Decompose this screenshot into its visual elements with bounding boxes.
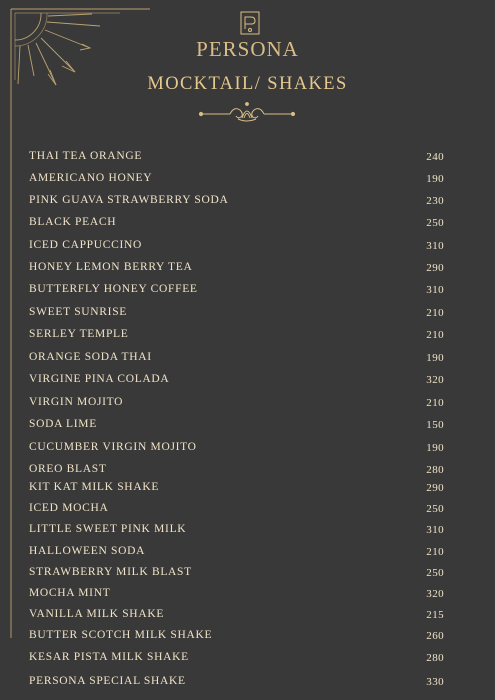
menu-item-name: OREO BLAST <box>29 463 107 475</box>
menu-item-name: LITTLE SWEET PINK MILK <box>29 523 187 535</box>
menu-item-price: 320 <box>426 588 444 600</box>
menu-item-price: 310 <box>426 284 444 296</box>
menu-item-price: 330 <box>426 676 444 688</box>
menu-item <box>29 351 444 367</box>
menu-item <box>29 194 444 210</box>
menu-item <box>29 261 444 277</box>
menu-item <box>29 283 444 299</box>
menu-item-name: ICED CAPPUCCINO <box>29 239 143 251</box>
menu-item-price: 250 <box>426 503 444 515</box>
menu-item <box>29 629 444 645</box>
menu-item-price: 210 <box>426 329 444 341</box>
menu-item-name: PINK GUAVA STRAWBERRY SODA <box>29 194 229 206</box>
menu-item-name: CUCUMBER VIRGIN MOJITO <box>29 441 197 453</box>
menu-item-price: 280 <box>426 464 444 476</box>
menu-item-price: 190 <box>426 442 444 454</box>
section-title: MOCKTAIL/ SHAKES <box>147 74 348 94</box>
menu-item-price: 150 <box>426 419 444 431</box>
menu-item <box>29 216 444 232</box>
menu-item-name: KESAR PISTA MILK SHAKE <box>29 651 189 663</box>
menu-item <box>29 608 444 624</box>
menu-item-name: MOCHA MINT <box>29 587 111 599</box>
menu-item-name: BUTTERFLY HONEY COFFEE <box>29 283 198 295</box>
menu-item-name: SERLEY TEMPLE <box>29 328 129 340</box>
menu-item-price: 210 <box>426 307 444 319</box>
menu-item <box>29 441 444 457</box>
menu-item-price: 310 <box>426 524 444 536</box>
menu-item-name: VANILLA MILK SHAKE <box>29 608 165 620</box>
menu-item-name: SWEET SUNRISE <box>29 306 128 318</box>
menu-item-price: 215 <box>426 609 444 621</box>
menu-item-price: 210 <box>426 397 444 409</box>
menu-item-price: 290 <box>426 262 444 274</box>
menu-item-name: ORANGE SODA THAI <box>29 351 152 363</box>
menu-item <box>29 172 444 188</box>
menu-item <box>29 306 444 322</box>
menu-item-name: VIRGIN MOJITO <box>29 396 124 408</box>
menu-item-name: VIRGINE PINA COLADA <box>29 373 170 385</box>
menu-item <box>29 150 444 166</box>
menu-item-name: SODA LIME <box>29 418 97 430</box>
menu-item-price: 260 <box>426 630 444 642</box>
menu-item-price: 230 <box>426 195 444 207</box>
menu-item <box>29 328 444 344</box>
menu-item <box>29 463 444 479</box>
menu-item <box>29 373 444 389</box>
menu-item-name: AMERICANO HONEY <box>29 172 153 184</box>
menu-item-price: 290 <box>426 482 444 494</box>
menu-item <box>29 675 444 691</box>
menu-item-price: 310 <box>426 240 444 252</box>
menu-item-name: HONEY LEMON BERRY TEA <box>29 261 193 273</box>
menu-item-name: KIT KAT MILK SHAKE <box>29 481 160 493</box>
menu-item-price: 210 <box>426 546 444 558</box>
menu-item <box>29 239 444 255</box>
menu-item-name: ICED MOCHA <box>29 502 109 514</box>
menu-item <box>29 651 444 667</box>
menu-item-price: 240 <box>426 151 444 163</box>
menu-item-name: BLACK PEACH <box>29 216 117 228</box>
menu-item-name: THAI TEA ORANGE <box>29 150 143 162</box>
menu-item-price: 250 <box>426 567 444 579</box>
menu-item-name: STRAWBERRY MILK BLAST <box>29 566 192 578</box>
menu-item-price: 250 <box>426 217 444 229</box>
menu-item <box>29 523 444 539</box>
menu-item <box>29 481 444 497</box>
brand-name: PERSONA <box>196 37 299 61</box>
menu-item <box>29 566 444 582</box>
menu-item-name: PERSONA SPECIAL SHAKE <box>29 675 186 687</box>
menu-item <box>29 545 444 561</box>
menu-item-name: HALLOWEEN SODA <box>29 545 146 557</box>
menu-item-name: BUTTER SCOTCH MILK SHAKE <box>29 629 213 641</box>
menu-item-price: 280 <box>426 652 444 664</box>
menu-item-price: 190 <box>426 352 444 364</box>
menu-item <box>29 502 444 518</box>
menu-item-price: 320 <box>426 374 444 386</box>
menu-item-price: 190 <box>426 173 444 185</box>
menu-item <box>29 587 444 603</box>
menu-item <box>29 396 444 412</box>
menu-item <box>29 418 444 434</box>
